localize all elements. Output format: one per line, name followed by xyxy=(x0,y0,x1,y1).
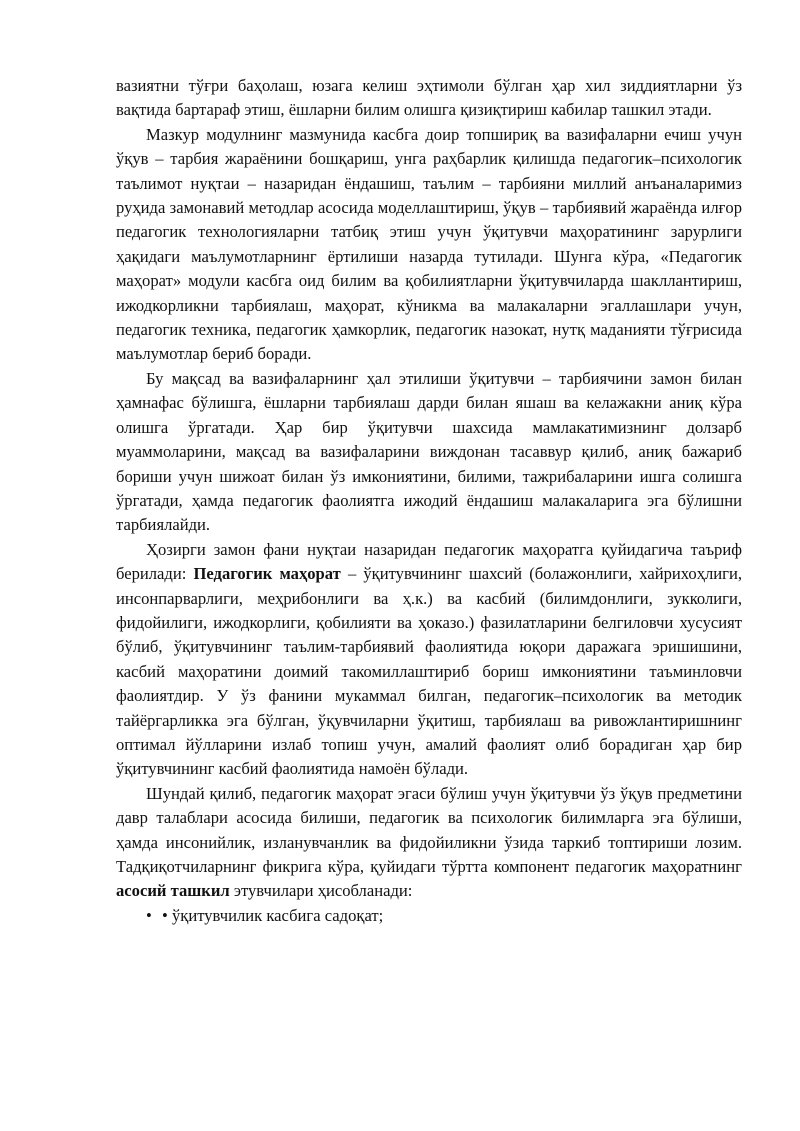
document-page xyxy=(116,74,742,928)
paragraph-text: Ҳозирги замон фани нуқтаи назаридан педагогик маҳоратга қуйидагича таъриф берилади: xyxy=(116,539,742,584)
bullet-list xyxy=(116,904,742,928)
paragraph xyxy=(116,74,742,123)
paragraph xyxy=(116,538,742,782)
bold-term: асосий ташкил xyxy=(116,881,230,901)
paragraph-text: этувчилари ҳисобланади: xyxy=(229,881,413,901)
paragraph-text: Шундай қилиб, педагогик маҳорат эгаси бўлиш учун ўқитувчи ўз ўқув предметини давр талаблари асосида билиши, педагогик ва психологик билимларга эга бўлиши, ҳамда инсонийлик, изланувчанлик ва фидойиликни ўзида таркиб топтириши лозим. Тадқиқотчиларнинг фикрига кўра, қуйидаги тўртта компонент педагогик маҳоратнинг xyxy=(116,783,742,876)
paragraph-text: Бу мақсад ва вазифаларнинг ҳал этилиши ўқитувчи – тарбиячини замон билан ҳамнафас бўлишга, ёшларни тарбиялаш дарди билан яшаш ва келажакни аниқ кўра олишга ўргатади. Ҳар бир ўқитувчи шахсида мамлакатимизнинг долзарб муаммоларини, мақсад ва вазифаларини виждонан тасаввур қилиб, аниқ бажариб бориши учун шижоат билан ўз имкониятини, билими, тажрибаларини ишга солишга ўргатади, ҳамда педагогик фаолиятга ижодий ёндашиш малакаларига эга бўлишни тарбиялайди. xyxy=(116,368,742,535)
paragraph xyxy=(116,367,742,538)
bold-term: Педагогик маҳорат xyxy=(193,564,341,584)
list-item-text: • ўқитувчилик касбига садоқат; xyxy=(162,905,384,925)
paragraph-text: – ўқитувчининг шахсий (болажонлиги, хайрихоҳлиги, инсонпарварлиги, меҳрибонлиги ва ҳ.к.) ва касбий (билимдонлиги, зукколиги, фидойилиги, ижодкорлиги, қобилияти ва ҳоказо.) фазилатларини белгиловчи хусусият бўлиб, ўқитувчининг таълим-тарбиявий фаолиятида юқори даражага эришишини, касбий маҳоратини доимий такомиллаштириб бориш имкониятини таъминловчи фаолиятдир. У ўз фанини мукаммал билган, педагогик–психологик ва методик тайёргарликка эга бўлган, ўқувчиларни ўқитиш, тарбиялаш ва ривожлантиришнинг оптимал йўлларини излаб топиш учун, амалий фаолият олиб борадиган ҳар бир ўқитувчининг касбий фаолиятида намоён бўлади. xyxy=(116,564,743,779)
bullet-icon: • xyxy=(146,905,152,925)
list-item xyxy=(116,904,742,928)
paragraph xyxy=(116,123,742,367)
body-text xyxy=(116,74,742,904)
paragraph-text: вазиятни тўғри баҳолаш, юзага келиш эҳтимоли бўлган ҳар хил зиддиятларни ўз вақтида бартараф этиш, ёшларни билим олишга қизиқтириш кабилар ташкил этади. xyxy=(116,76,742,120)
paragraph-text: Мазкур модулнинг мазмунида касбга доир топшириқ ва вазифаларни ечиш учун ўқув – тарбия жараёнини бошқариш, унга раҳбарлик қилишда педагогик–психологик таълимот нуқтаи – назаридан ёндашиш, таълим – тарбияни миллий анъаналаримиз руҳида замонавий методлар асосида моделлаштириш, ўқув – тарбиявий жараёнда илғор педагогик технологияларни татбиқ этиш учун ўқитувчи маҳоратининг зарурлиги ҳақидаги маълумотларнинг ёртилиши назарда тутилади. Шунга кўра, «Педагогик маҳорат» модули касбга оид билим ва қобилиятларни ўқитувчиларда шакллантириш, ижодкорликни тарбиялаш, маҳорат, кўникма ва малакаларни эгаллашлари учун, педагогик техника, педагогик ҳамкорлик, педагогик назокат, нутқ маданияти тўғрисида маълумотлар бериб боради. xyxy=(116,124,742,364)
paragraph xyxy=(116,782,742,904)
